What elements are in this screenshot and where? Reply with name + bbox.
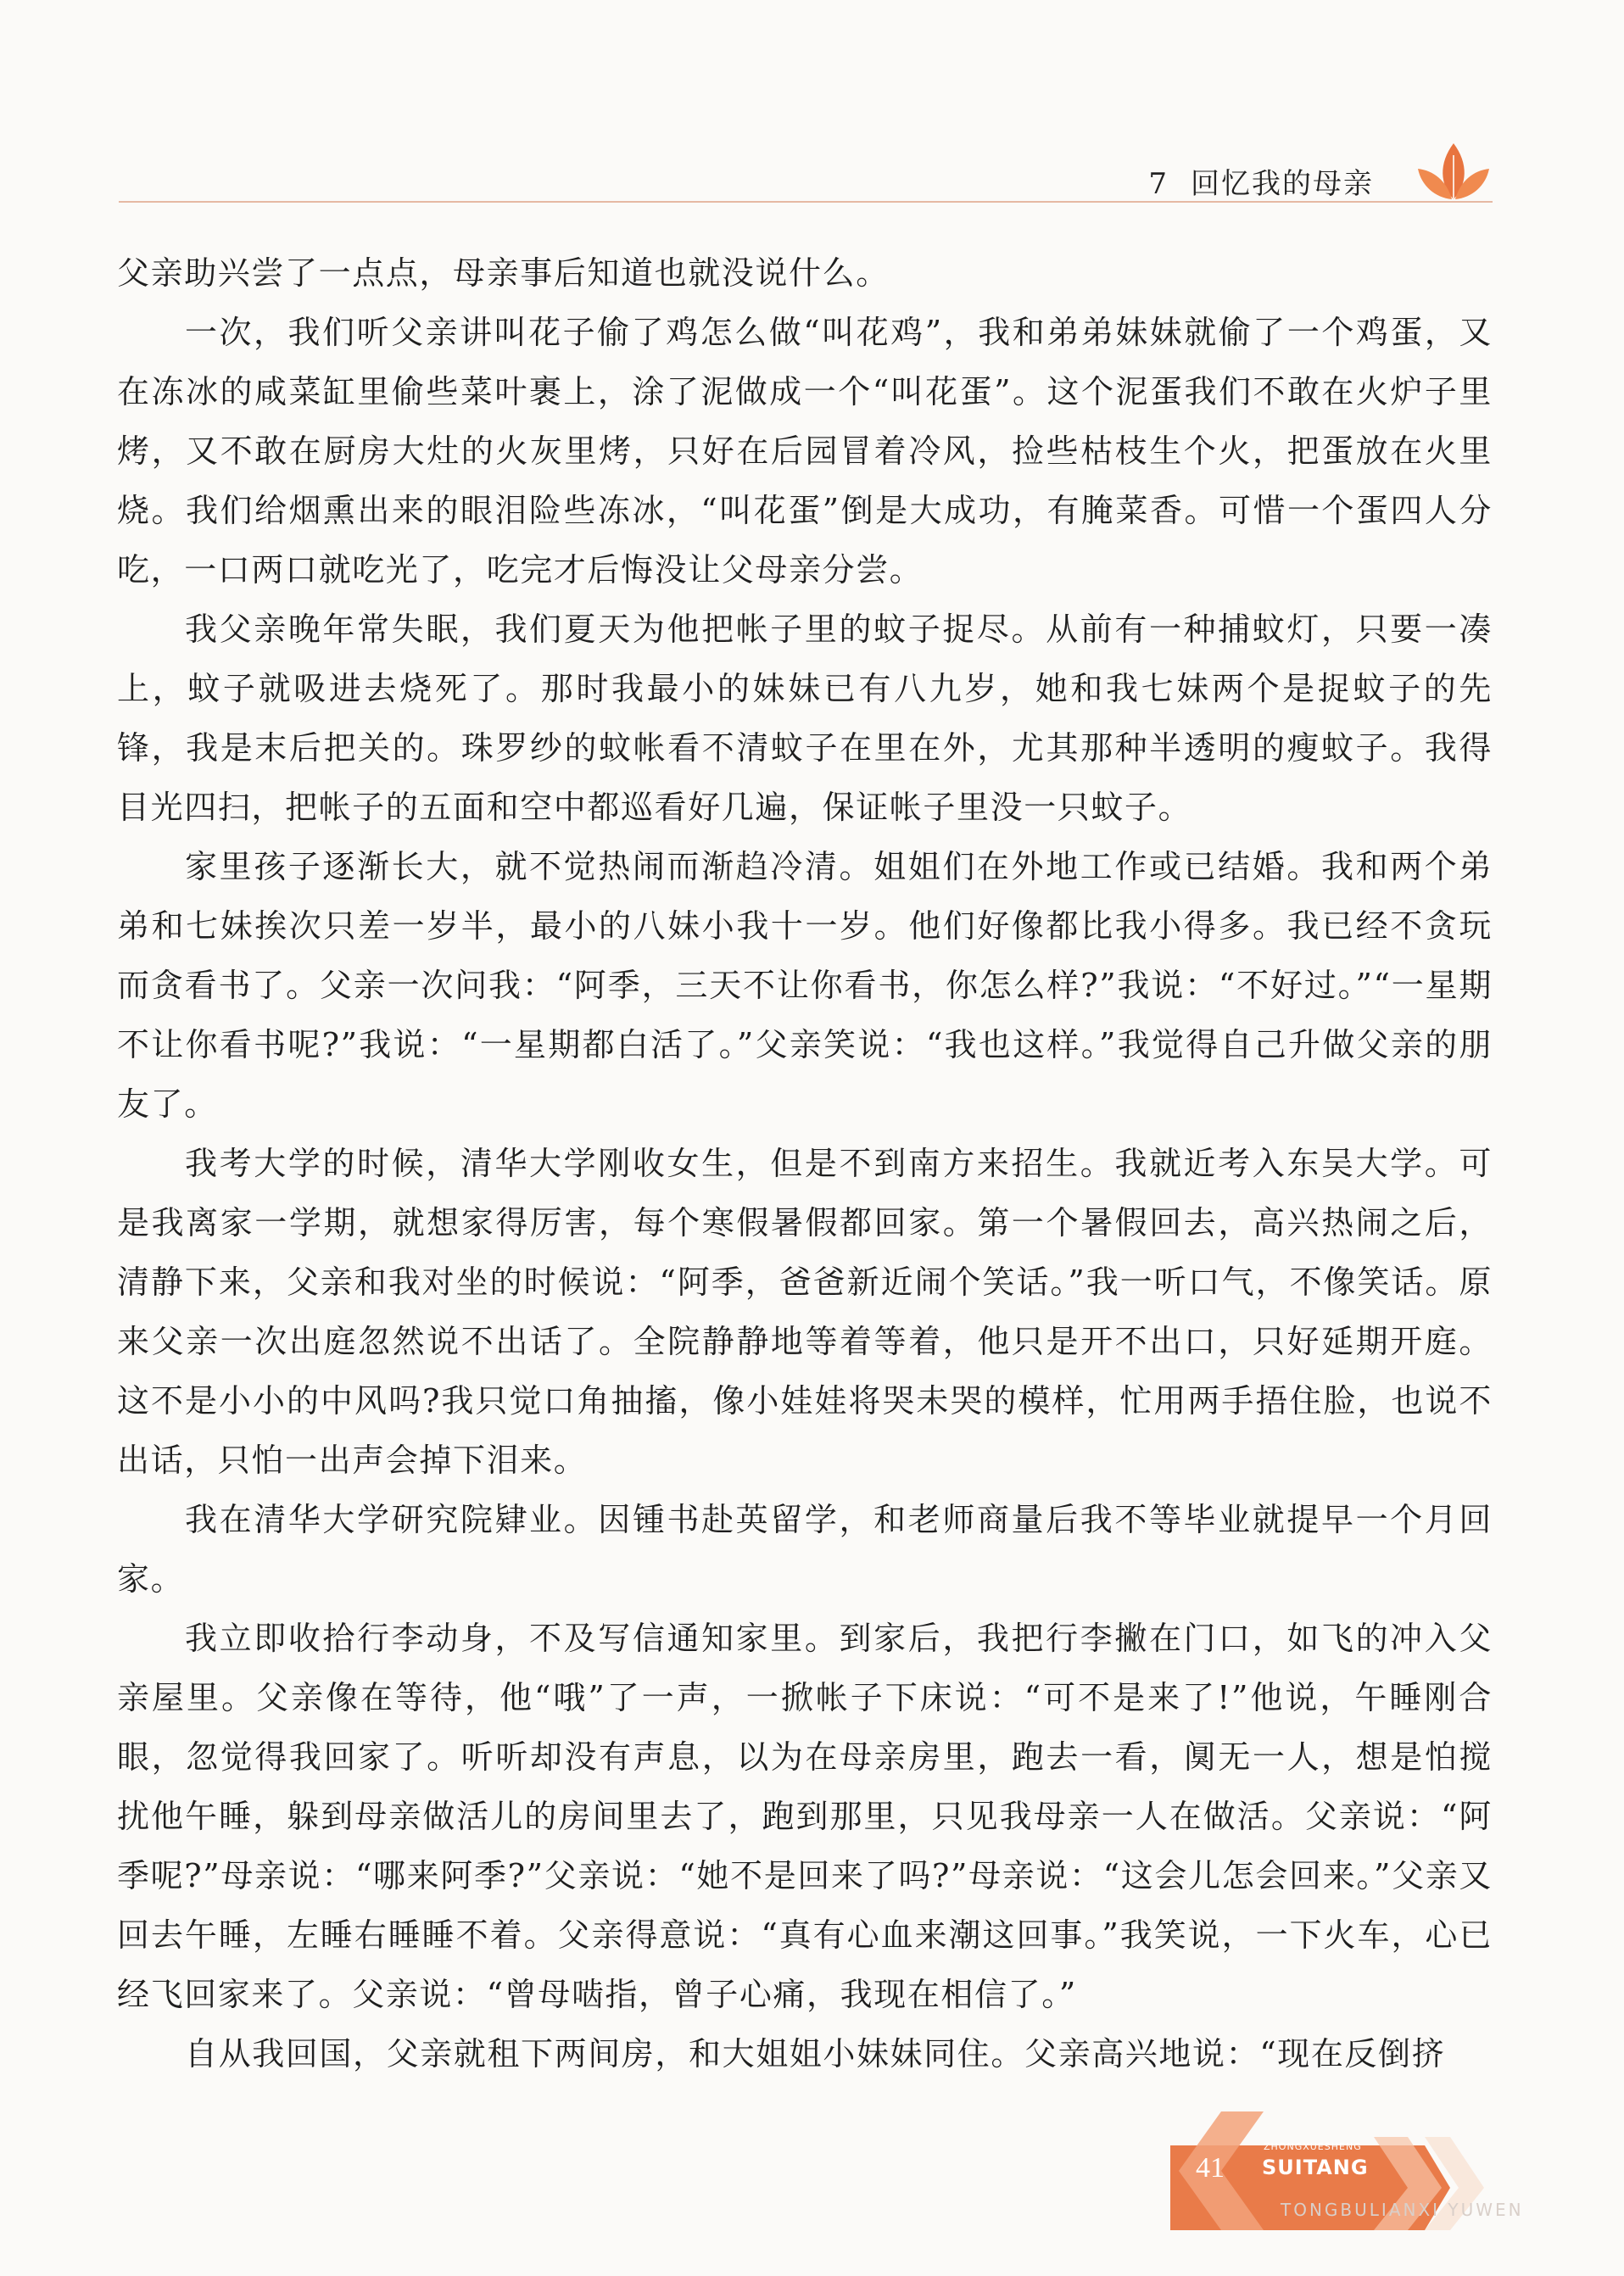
paragraph: 家里孩子逐渐长大，就不觉热闹而渐趋冷清。姐姐们在外地工作或已结婚。我和两个弟弟和七妹挨次只差一岁半，最小的八妹小我十一岁。他们好像都比我小得多。我已经不贪玩而贪看书了。父亲一次问我：“阿季，三天不让你看书，你怎么样?”我说：“不好过。”“一星期不让你看书呢?”我说：“一星期都白活了。”父亲笑说：“我也这样。”我觉得自己升做父亲的朋友了。 xyxy=(117,848,1493,1123)
paragraph: 我父亲晚年常失眠，我们夏天为他把帐子里的蚊子捉尽。从前有一种捕蚊灯，只要一凑上，蚊子就吸进去烧死了。那时我最小的妹妹已有八九岁，她和我七妹两个是捉蚊子的先锋，我是末后把关的。珠罗纱的蚊帐看不清蚊子在里在外，尤其那种半透明的瘦蚊子。我得目光四扫，把帐子的五面和空中都巡看好几遍，保证帐子里没一只蚊子。 xyxy=(117,611,1493,826)
paragraph: 我考大学的时候，清华大学刚收女生，但是不到南方来招生。我就近考入东吴大学。可是我离家一学期，就想家得厉害，每个寒假暑假都回家。第一个暑假回去，高兴热闹之后，清静下来，父亲和我对坐的时候说：“阿季，爸爸新近闹个笑话。”我一听口气，不像笑话。原来父亲一次出庭忽然说不出话了。全院静静地等着等着，他只是开不出口，只好延期开庭。这不是小小的中风吗?我只觉口角抽搐，像小娃娃将哭未哭的模样，忙用两手捂住脸，也说不出话，只怕一出声会掉下泪来。 xyxy=(117,1145,1493,1479)
header-divider xyxy=(119,201,1493,203)
leaf-icon xyxy=(1415,138,1493,204)
article-body xyxy=(117,243,1493,2084)
chapter-heading xyxy=(1148,160,1374,202)
series-subtitle: TONGBULIANXI YUWEN xyxy=(1281,2200,1524,2220)
chapter-title: 回忆我的母亲 xyxy=(1191,167,1374,201)
page-number: 41 xyxy=(1196,2152,1225,2184)
paragraph: 一次，我们听父亲讲叫花子偷了鸡怎么做“叫花鸡”，我和弟弟妹妹就偷了一个鸡蛋，又在冻冰的咸菜缸里偷些菜叶裹上，涂了泥做成一个“叫花蛋”。这个泥蛋我们不敢在火炉子里烤，又不敢在厨房大灶的火灰里烤，只好在后园冒着冷风，捡些枯枝生个火，把蛋放在火里烧。我们给烟熏出来的眼泪险些冻冰，“叫花蛋”倒是大成功，有腌菜香。可惜一个蛋四人分吃，一口两口就吃光了，吃完才后悔没让父母亲分尝。 xyxy=(117,314,1493,589)
series-label-small: ZHONGXUESHENG xyxy=(1264,2141,1362,2152)
series-label: SUITANG xyxy=(1262,2156,1369,2179)
paragraph: 自从我回国，父亲就租下两间房，和大姐姐小妹妹同住。父亲高兴地说：“现在反倒挤 xyxy=(185,2035,1446,2072)
chapter-number: 7 xyxy=(1148,167,1169,201)
paragraph: 我立即收拾行李动身，不及写信通知家里。到家后，我把行李撇在门口，如飞的冲入父亲屋里。父亲像在等待，他“哦”了一声，一掀帐子下床说：“可不是来了!”他说，午睡刚合眼，忽觉得我回家了。听听却没有声息，以为在母亲房里，跑去一看，阒无一人，想是怕搅扰他午睡，躲到母亲做活儿的房间里去了，跑到那里，只见我母亲一人在做活。父亲说：“阿季呢?”母亲说：“哪来阿季?”父亲说：“她不是回来了吗?”母亲说：“这会儿怎会回来。”父亲又回去午睡，左睡右睡睡不着。父亲得意说：“真有心血来潮这回事。”我笑说，一下火车，心已经飞回家来了。父亲说：“曾母啮指，曾子心痛，我现在相信了。” xyxy=(117,1620,1493,2013)
footer-badge xyxy=(1170,2111,1526,2230)
paragraph: 我在清华大学研究院肄业。因锺书赴英留学，和老师商量后我不等毕业就提早一个月回家。 xyxy=(117,1501,1493,1598)
paragraph: 父亲助兴尝了一点点，母亲事后知道也就没说什么。 xyxy=(117,254,890,292)
page-header xyxy=(119,148,1493,208)
